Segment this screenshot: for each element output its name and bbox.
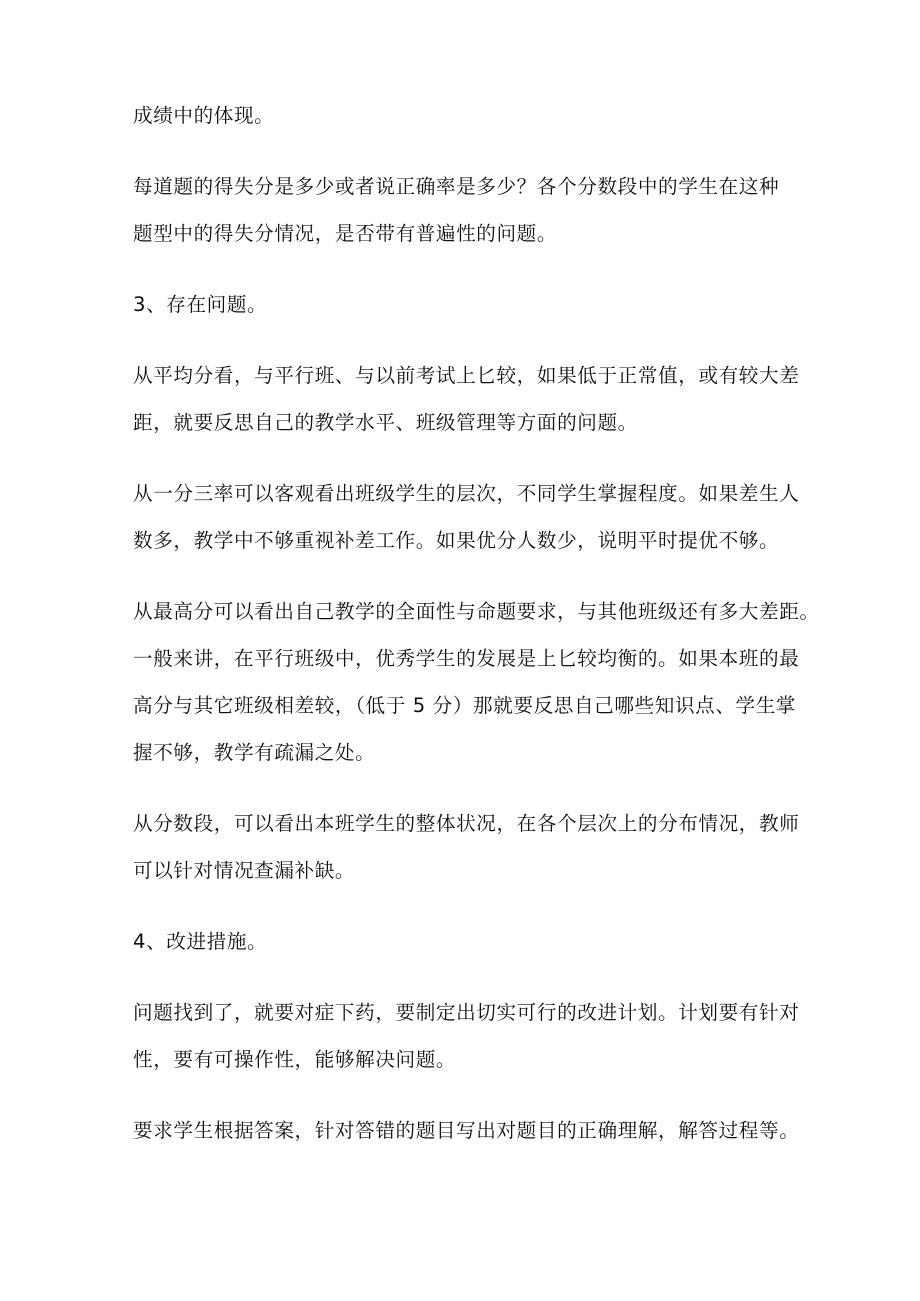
document-body xyxy=(133,92,823,1178)
text-line: 每道题的得失分是多少或者说正确率是多少？各个分数段中的学生在这种 xyxy=(133,175,780,198)
text-line: 4、改进措施。 xyxy=(133,930,268,953)
paragraph-student-requirement xyxy=(133,1107,823,1154)
paragraph-question-analysis xyxy=(133,163,823,257)
text-line: 握不够，教学有疏漏之处。 xyxy=(133,741,376,764)
text-line: 从一分三率可以客观看出班级学生的层次，不同学生掌握程度。如果差生人 xyxy=(133,482,800,505)
text-line: 一般来讲，在平行班级中，优秀学生的发展是上匕较均衡的。如果本班的最 xyxy=(133,647,800,670)
text-line: 距，就要反思自己的教学水平、班级管理等方面的问题。 xyxy=(133,411,638,434)
section-heading-problems xyxy=(133,281,823,328)
text-line: 成绩中的体现。 xyxy=(133,104,275,127)
text-line: 性，要有可操作性，能够解决问题。 xyxy=(133,1048,457,1071)
text-line: 从最高分可以看出自己教学的全面性与命题要求，与其他班级还有多大差距。 xyxy=(133,600,820,623)
paragraph-average-score xyxy=(133,352,823,446)
text-line: 高分与其它班级相差较，（低于 5 分）那就要反思自己哪些知识点、学生掌 xyxy=(133,694,797,717)
text-line: 从平均分看，与平行班、与以前考试上匕较，如果低于正常值，或有较大差 xyxy=(133,364,800,387)
section-heading-improvements xyxy=(133,918,823,965)
paragraph-score-reflection xyxy=(133,92,823,139)
text-line: 要求学生根据答案，针对答错的题目写出对题目的正确理解，解答过程等。 xyxy=(133,1119,800,1142)
text-line: 从分数段，可以看出本班学生的整体状况，在各个层次上的分布情况，教师 xyxy=(133,812,800,835)
paragraph-rate-analysis xyxy=(133,470,823,564)
paragraph-highest-score xyxy=(133,588,823,776)
text-line: 3、存在问题。 xyxy=(133,293,268,316)
text-line: 题型中的得失分情况，是否带有普遍性的问题。 xyxy=(133,222,558,245)
text-line: 数多，教学中不够重视补差工作。如果优分人数少，说明平时提优不够。 xyxy=(133,529,780,552)
paragraph-improvement-plan xyxy=(133,989,823,1083)
text-line: 问题找到了，就要对症下药，要制定出切实可行的改进计划。计划要有针对 xyxy=(133,1001,800,1024)
paragraph-score-bands xyxy=(133,800,823,894)
text-line: 可以针对情况查漏补缺。 xyxy=(133,859,356,882)
